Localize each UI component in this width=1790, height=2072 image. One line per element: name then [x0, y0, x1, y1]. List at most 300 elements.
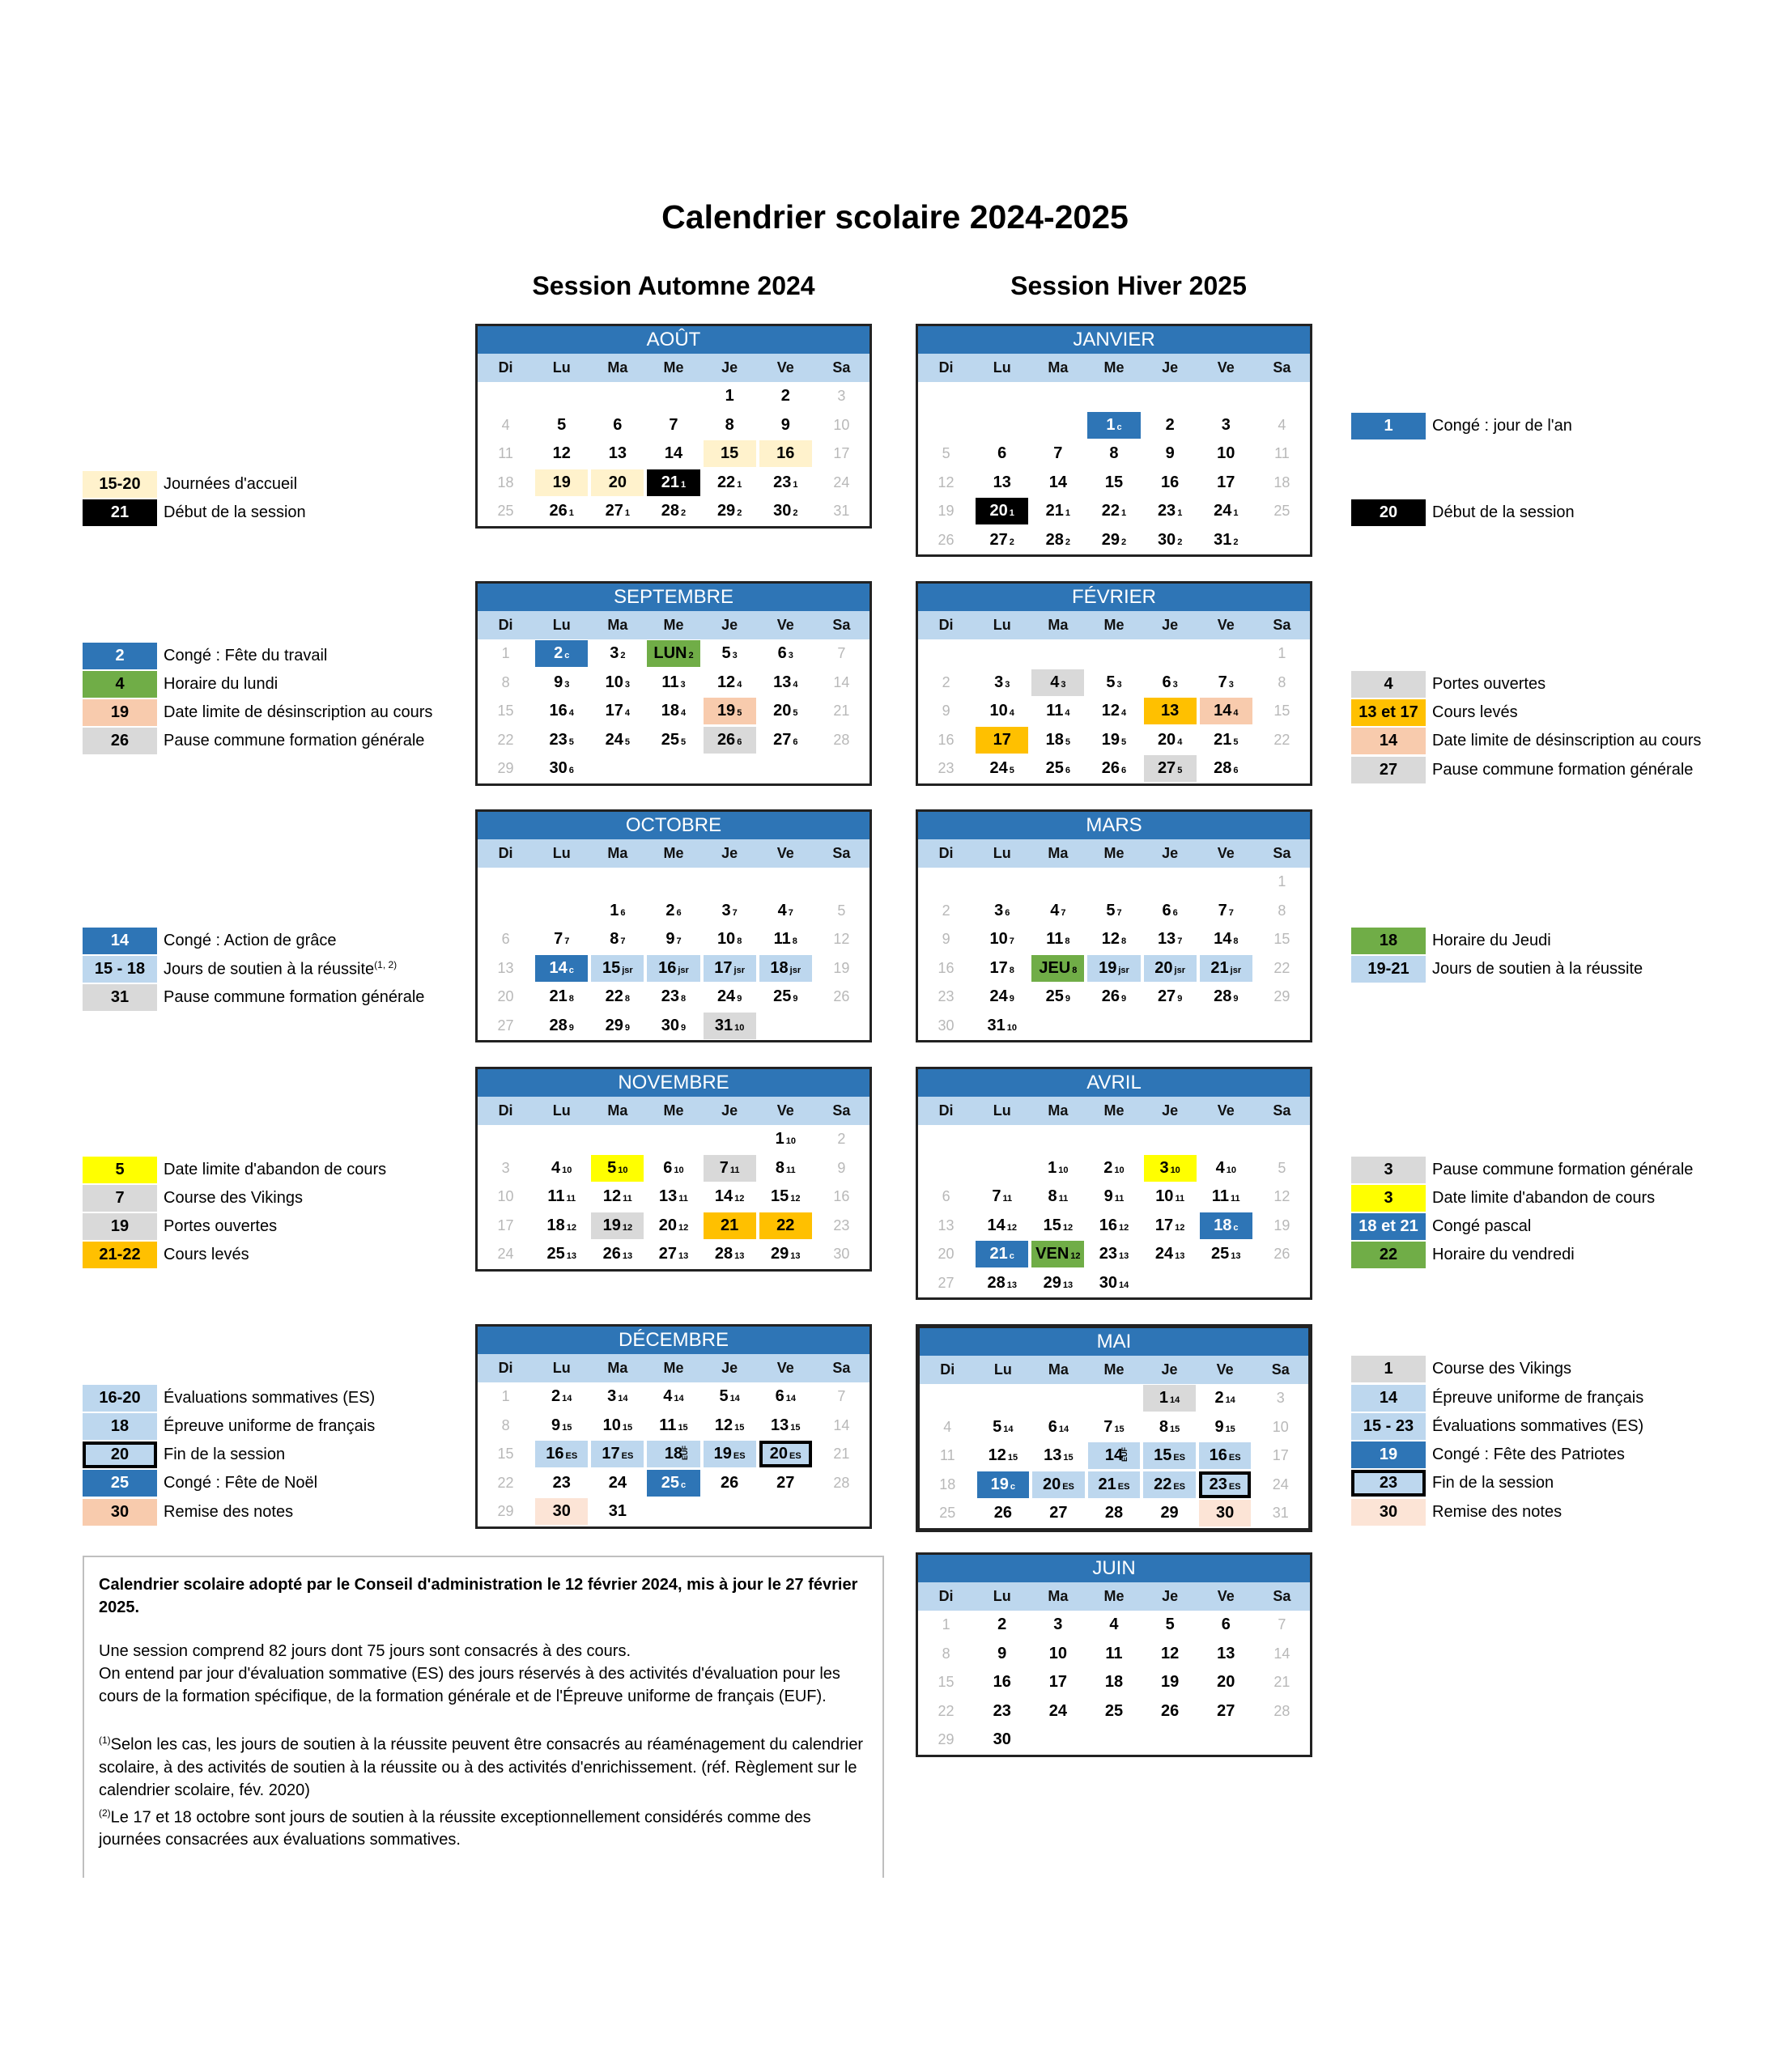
day-cell — [1144, 440, 1197, 467]
day-number: 25 — [1211, 1245, 1230, 1263]
day-number: 13 — [773, 673, 792, 691]
day-annotation: ES — [621, 1451, 634, 1461]
legend-item — [1351, 671, 1546, 698]
weekday-label: Sa — [1273, 1588, 1291, 1604]
day-cell — [1254, 1414, 1307, 1441]
day-number: 19 — [938, 503, 955, 519]
empty-day-cell — [479, 383, 532, 410]
day-cell — [1200, 755, 1252, 782]
week-row — [478, 411, 869, 440]
empty-day-cell — [591, 755, 644, 782]
month-name: JANVIER — [918, 326, 1310, 354]
legend-label — [164, 503, 306, 522]
day-number: 9 — [1214, 1417, 1224, 1436]
day-annotation: 13 — [1175, 1251, 1185, 1261]
day-number: 16 — [1161, 473, 1180, 491]
day-annotation: 15 — [1007, 1453, 1018, 1463]
empty-day-cell — [591, 1126, 644, 1153]
day-annotation: ES — [1173, 1481, 1186, 1492]
day-number: 29 — [1101, 530, 1120, 549]
day-number: 23 — [938, 988, 955, 1004]
weekday-label: Di — [938, 845, 954, 861]
day-cell — [479, 1212, 532, 1239]
legend-swatch: 14 — [1351, 1385, 1426, 1412]
day-cell — [1032, 1471, 1085, 1498]
week-row — [478, 697, 869, 726]
day-cell — [920, 498, 972, 524]
day-number: 14 — [833, 673, 850, 690]
day-annotation: 9 — [681, 1022, 687, 1033]
day-cell — [1199, 1385, 1252, 1412]
day-cell — [1256, 1669, 1308, 1696]
day-cell — [1199, 1442, 1252, 1469]
day-number: 16 — [833, 1188, 850, 1204]
day-cell — [479, 698, 532, 724]
weekday-label: Je — [721, 845, 738, 861]
day-cell — [976, 1641, 1028, 1667]
day-cell — [647, 1155, 699, 1182]
legend-label-text: Date limite d'abandon de cours — [164, 1161, 387, 1178]
day-cell — [704, 698, 756, 724]
day-cell — [479, 1498, 532, 1525]
day-number: 21 — [1210, 958, 1229, 977]
day-cell — [1031, 698, 1084, 724]
day-cell — [704, 1013, 756, 1039]
day-cell — [815, 898, 868, 924]
day-cell — [920, 669, 972, 696]
day-number: 22 — [776, 1216, 795, 1234]
day-cell — [1143, 1500, 1196, 1526]
legend-swatch: 30 — [83, 1499, 157, 1526]
day-cell — [1087, 898, 1140, 924]
week-row — [918, 1726, 1310, 1755]
day-cell — [591, 926, 644, 953]
day-number: 18 — [1104, 1673, 1124, 1691]
day-number: 12 — [938, 473, 955, 490]
day-number: 28 — [833, 1474, 850, 1491]
day-number: 16 — [1099, 1216, 1117, 1234]
day-cell — [704, 412, 756, 439]
day-cell — [704, 955, 756, 982]
day-cell — [976, 1669, 1028, 1696]
day-annotation: 8 — [1121, 936, 1127, 946]
day-cell — [815, 1241, 868, 1267]
month-name: AVRIL — [918, 1069, 1310, 1097]
day-number: 10 — [716, 930, 736, 948]
legend-label — [164, 1417, 375, 1436]
day-annotation: 9 — [1233, 994, 1239, 1004]
day-cell — [1144, 1698, 1197, 1725]
day-number: 4 — [551, 1158, 561, 1177]
day-cell — [1087, 1270, 1140, 1297]
day-cell — [647, 640, 699, 667]
day-annotation: 3 — [732, 651, 738, 660]
day-number: 26 — [1101, 987, 1120, 1005]
legend-item — [1351, 699, 1518, 726]
day-cell — [704, 1441, 756, 1467]
day-cell — [759, 669, 812, 696]
day-annotation: 13 — [1231, 1251, 1241, 1261]
day-cell — [1088, 1500, 1141, 1526]
day-cell — [1031, 440, 1084, 467]
day-number: 24 — [1272, 1475, 1289, 1492]
day-annotation: 4 — [1121, 708, 1127, 718]
day-cell — [1256, 1641, 1308, 1667]
day-annotation: 6 — [1172, 907, 1178, 918]
day-number: 11 — [939, 1447, 955, 1463]
day-cell — [920, 955, 972, 982]
weekday-label: Ve — [1217, 359, 1235, 376]
week-row — [918, 1640, 1310, 1669]
empty-day-cell — [647, 755, 699, 782]
legend-label-text: Début de la session — [1432, 503, 1575, 521]
legend-item — [83, 671, 278, 698]
day-cell — [704, 1241, 756, 1267]
week-row — [918, 1269, 1310, 1298]
day-cell — [647, 898, 699, 924]
empty-day-cell — [1032, 1385, 1085, 1412]
day-cell — [591, 1212, 644, 1239]
legend-item — [1351, 1413, 1643, 1440]
empty-day-cell — [1087, 1013, 1140, 1039]
day-cell — [976, 1212, 1028, 1239]
legend-footnote-ref: (1, 2) — [374, 959, 398, 971]
day-number: 26 — [716, 730, 736, 749]
day-number: 18 — [661, 702, 680, 720]
day-cell — [759, 1212, 812, 1239]
day-annotation: 10 — [1226, 1165, 1236, 1175]
legend-swatch: 3 — [1351, 1185, 1426, 1212]
day-annotation: 15 — [1114, 1424, 1125, 1434]
day-cell — [1031, 1212, 1084, 1239]
day-annotation: 5 — [793, 708, 798, 718]
day-annotation: 2 — [688, 651, 694, 660]
legend-label — [164, 1217, 277, 1236]
day-number: 23 — [773, 473, 792, 491]
day-number: 18 — [770, 958, 789, 977]
day-number: 18 — [497, 473, 514, 490]
day-number: 8 — [501, 1416, 510, 1433]
day-annotation: 5 — [1065, 737, 1071, 747]
empty-day-cell — [647, 1126, 699, 1153]
empty-day-cell — [479, 1126, 532, 1153]
day-cell — [1144, 727, 1197, 754]
legend-label — [1432, 1217, 1531, 1236]
day-number: 8 — [775, 1158, 785, 1177]
day-annotation: 14 — [1170, 1395, 1180, 1405]
day-number: 31 — [608, 1502, 627, 1520]
legend-item — [1351, 1157, 1693, 1183]
day-cell — [479, 926, 532, 953]
day-annotation: c — [681, 1480, 687, 1490]
day-number: 20 — [658, 1216, 677, 1234]
day-number: 26 — [833, 988, 850, 1004]
legend-swatch: 16-20 — [83, 1385, 157, 1412]
weekday-header — [478, 611, 869, 639]
day-cell — [1087, 498, 1140, 524]
legend-label — [1432, 1246, 1575, 1264]
legend-swatch: 19 — [1351, 1441, 1426, 1468]
day-annotation: 14 — [785, 1394, 796, 1403]
legend-label — [164, 1503, 293, 1522]
weekday-label: Ma — [1048, 359, 1069, 376]
day-cell — [815, 383, 868, 410]
day-cell — [976, 1270, 1028, 1297]
day-annotation: 4 — [1065, 708, 1070, 718]
day-number: 31 — [833, 503, 850, 519]
day-cell — [815, 1212, 868, 1239]
weekday-header — [478, 1354, 869, 1382]
day-number: 22 — [1273, 731, 1290, 748]
weekday-label: Je — [721, 1360, 738, 1376]
day-annotation: 9 — [1065, 994, 1071, 1004]
legend-item — [83, 1213, 277, 1240]
empty-day-cell — [1031, 1726, 1084, 1753]
day-cell — [1087, 469, 1140, 496]
day-cell — [1087, 527, 1140, 554]
day-number: 9 — [665, 930, 675, 948]
week-row — [478, 1125, 869, 1154]
day-cell — [815, 983, 868, 1010]
day-cell — [1256, 1155, 1308, 1182]
day-cell — [1254, 1385, 1307, 1412]
day-cell — [1031, 1669, 1084, 1696]
legend-swatch: 19-21 — [1351, 956, 1426, 983]
day-number: LUN — [653, 644, 687, 662]
legend-label — [164, 703, 432, 722]
day-number: 24 — [1214, 502, 1232, 520]
day-cell — [1200, 926, 1252, 953]
legend-label — [1432, 932, 1551, 950]
day-cell — [1256, 698, 1308, 724]
day-annotation: 3 — [1061, 679, 1066, 690]
day-annotation: jsr — [789, 965, 801, 975]
day-cell — [647, 1013, 699, 1039]
legend-label — [164, 1189, 303, 1208]
month-name: DÉCEMBRE — [478, 1327, 869, 1354]
day-number: 8 — [942, 1645, 950, 1662]
day-cell — [759, 727, 812, 754]
legend-label-text: Date limite d'abandon de cours — [1432, 1189, 1656, 1207]
day-cell — [976, 1726, 1028, 1753]
day-number: 26 — [1101, 759, 1120, 777]
day-number: 6 — [501, 931, 510, 947]
day-number: 15 — [1043, 1216, 1061, 1234]
legend-item — [83, 1470, 317, 1497]
day-annotation: 12 — [1118, 1222, 1129, 1233]
day-cell — [920, 1726, 972, 1753]
day-number: 3 — [1053, 1616, 1063, 1633]
day-number: 17 — [1217, 473, 1235, 491]
day-cell — [1031, 983, 1084, 1010]
day-cell — [647, 669, 699, 696]
day-cell — [976, 1241, 1028, 1267]
day-number: 2 — [1214, 1389, 1224, 1407]
empty-day-cell — [704, 1498, 756, 1525]
day-cell — [1143, 1471, 1196, 1498]
day-number: 19 — [1101, 730, 1120, 749]
empty-day-cell — [920, 383, 972, 410]
week-row — [478, 1412, 869, 1441]
day-cell — [591, 412, 644, 439]
day-cell — [920, 440, 972, 467]
day-number: 2 — [997, 1616, 1007, 1633]
day-number: 3 — [837, 388, 846, 404]
day-cell — [479, 1412, 532, 1439]
day-cell — [1087, 955, 1140, 982]
day-number: 8 — [1278, 673, 1286, 690]
day-number: 18 — [546, 1216, 565, 1234]
day-cell — [591, 1470, 644, 1497]
day-cell — [976, 755, 1028, 782]
day-cell — [977, 1500, 1030, 1526]
day-number: 10 — [602, 1416, 621, 1434]
day-cell — [1200, 698, 1252, 724]
day-number: 11 — [1211, 1187, 1230, 1205]
day-cell — [759, 1383, 812, 1410]
weekday-header — [918, 1582, 1310, 1611]
day-cell — [591, 898, 644, 924]
day-number: 25 — [497, 503, 514, 519]
day-number: 5 — [557, 415, 567, 434]
day-number: 7 — [1218, 901, 1227, 919]
day-number: 7 — [719, 1158, 729, 1177]
day-annotation: jsr — [1118, 965, 1129, 975]
legend-swatch: 5 — [83, 1157, 157, 1183]
day-annotation: 9 — [1009, 994, 1014, 1004]
day-annotation: 15 — [734, 1422, 745, 1433]
day-number: 23 — [661, 987, 680, 1005]
day-cell — [976, 698, 1028, 724]
day-annotation: 13 — [678, 1251, 689, 1261]
day-number: 14 — [1048, 473, 1067, 491]
legend-label — [1432, 675, 1546, 694]
weekday-label: Lu — [552, 1360, 571, 1376]
day-cell — [704, 669, 756, 696]
day-annotation: 5 — [1121, 737, 1127, 747]
month-name: NOVEMBRE — [478, 1069, 869, 1097]
day-number: 23 — [552, 1473, 571, 1492]
day-annotation: 4 — [624, 708, 631, 718]
legend-item — [1351, 928, 1551, 954]
day-number: 20 — [1157, 730, 1176, 749]
day-annotation: 3 — [788, 651, 793, 660]
week-row — [918, 897, 1310, 926]
day-cell — [591, 955, 644, 982]
legend-swatch: 21-22 — [83, 1242, 157, 1268]
day-number: 29 — [605, 1016, 623, 1034]
day-number: 20 — [769, 1445, 789, 1463]
day-number: 29 — [771, 1245, 789, 1263]
day-number: 28 — [1214, 759, 1232, 777]
day-number: 19 — [833, 959, 850, 976]
week-row — [478, 1497, 869, 1526]
day-annotation: 11 — [566, 1194, 576, 1204]
day-number: 12 — [716, 673, 736, 691]
day-annotation: c — [1010, 1481, 1016, 1492]
day-number: 10 — [1155, 1187, 1174, 1205]
day-number: 27 — [1157, 987, 1176, 1005]
day-annotation: 15 — [1063, 1453, 1074, 1463]
day-number: 17 — [1272, 1447, 1289, 1463]
day-number: 28 — [987, 1273, 1006, 1292]
day-cell — [535, 669, 588, 696]
day-number: 23 — [938, 760, 955, 776]
day-cell — [920, 1241, 972, 1267]
weekday-label: Je — [1162, 1102, 1179, 1119]
weekday-label: Ma — [607, 1360, 628, 1376]
empty-day-cell — [1088, 1385, 1141, 1412]
day-cell — [759, 926, 812, 953]
week-row — [478, 639, 869, 669]
day-cell — [1254, 1442, 1307, 1469]
day-number: 29 — [1273, 988, 1290, 1004]
day-annotation: 15 — [790, 1422, 801, 1433]
legend-item — [1351, 1470, 1554, 1497]
week-row — [478, 1154, 869, 1183]
day-annotation: 7 — [788, 907, 793, 918]
weekday-header — [478, 1097, 869, 1125]
legend-item — [83, 1385, 375, 1412]
day-cell — [591, 669, 644, 696]
day-number: 18 — [1045, 730, 1064, 749]
day-cell — [1144, 1641, 1197, 1667]
day-number: 31 — [987, 1016, 1006, 1034]
day-number: 22 — [716, 473, 736, 491]
day-cell — [1032, 1442, 1085, 1469]
legend-label — [164, 1446, 285, 1464]
day-annotation: 4 — [1009, 708, 1014, 718]
day-number: 27 — [776, 1473, 795, 1492]
empty-day-cell — [759, 1013, 812, 1039]
day-annotation: 3 — [1005, 679, 1010, 690]
day-cell — [1256, 727, 1308, 754]
day-number: 1 — [775, 1130, 784, 1148]
empty-day-cell — [704, 755, 756, 782]
day-number: 31 — [1214, 530, 1232, 549]
legend-label — [164, 1161, 386, 1179]
legend-label-text: Jours de soutien à la réussite — [1432, 960, 1643, 978]
day-number: 30 — [833, 1246, 850, 1262]
day-number: 18 — [1214, 1216, 1232, 1234]
day-cell — [647, 698, 699, 724]
day-cell — [1256, 926, 1308, 953]
day-annotation: 12 — [1006, 1222, 1017, 1233]
empty-day-cell — [1031, 383, 1084, 410]
legend-label — [1432, 1189, 1655, 1208]
day-cell — [1200, 498, 1252, 524]
day-annotation: 6 — [1005, 907, 1010, 918]
day-cell — [535, 1441, 588, 1467]
day-cell — [704, 983, 756, 1010]
day-number: 15 — [721, 444, 739, 462]
day-cell — [920, 1013, 972, 1039]
day-annotation: 13 — [734, 1251, 745, 1261]
day-annotation: 10 — [785, 1136, 796, 1146]
day-cell — [1087, 440, 1140, 467]
day-number: 25 — [1045, 987, 1064, 1005]
legend-swatch: 20 — [83, 1441, 157, 1468]
day-cell — [815, 412, 868, 439]
day-annotation: 1 — [1177, 508, 1183, 518]
day-cell — [1144, 1212, 1197, 1239]
week-row — [918, 1154, 1310, 1183]
legend-item — [83, 1499, 293, 1526]
empty-day-cell — [535, 898, 588, 924]
day-cell — [1031, 727, 1084, 754]
day-number: 17 — [1048, 1673, 1067, 1691]
legend-item — [83, 956, 397, 983]
